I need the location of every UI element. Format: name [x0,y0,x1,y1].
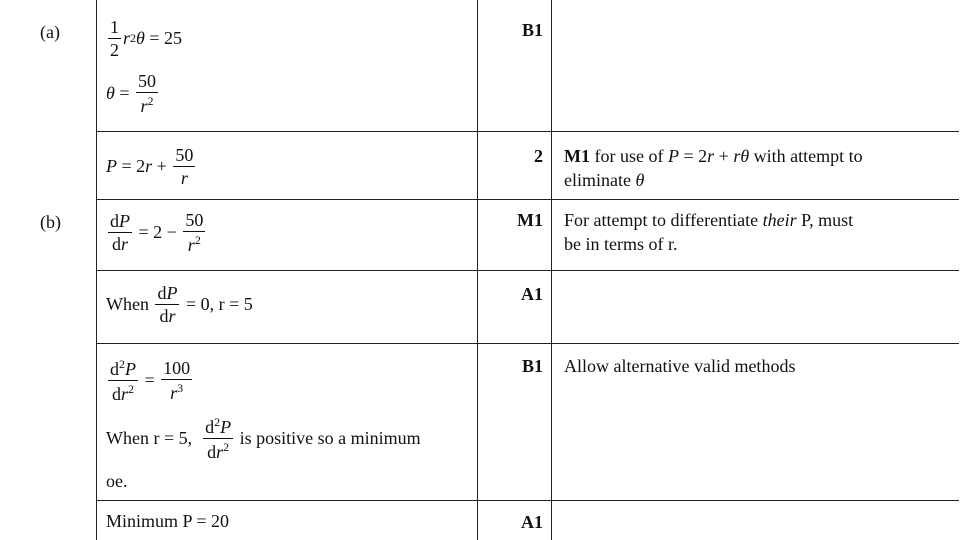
row-divider [96,270,959,271]
theta-numerator: 50 [138,71,156,91]
note-m1-a: M1 for use of P = 2r + rθ with attempt to eliminate θ [564,146,863,190]
oe-label: oe. [106,471,128,491]
sector-area-equation: $\frac{1}{2}$ r 2 θ = 25 [110,17,183,60]
p-constant: 2 [136,156,146,176]
second-derivative-equation: $\frac{d^2P}{dr^2}$ = $\frac{100}{r^3}$ [110,357,191,404]
mark-a1-final: A1 [521,512,543,532]
mark-a1-b: A1 [521,284,543,304]
theta-equation: θ = $\frac{50}{r^2}$ [106,71,156,116]
d2p-fraction: $\frac{100}{r^3}$ [163,358,191,403]
stationary-value: = 0, r = 5 [185,294,253,314]
dp-dr-fraction-2: $\frac{dP}{dr}$ [157,283,178,326]
mark-total-a: 2 [534,146,543,166]
note-m1-b-their: their [762,210,797,230]
perimeter-equation: P = 2 r + $\frac{50}{r}$ [106,145,194,188]
minimum-test-statement [106,416,421,461]
when-label: When [106,294,149,314]
dp-dr-fraction: $\frac{dP}{dr}$ [110,211,130,254]
p-numerator: 50 [175,145,194,165]
dp-fraction: $\frac{50}{r^2}$ [185,210,204,255]
note-m1-b-line1-end: P, must [801,210,854,230]
dp-numerator: 50 [185,210,204,230]
fraction-half: $\frac{1}{2}$ [110,17,119,60]
p-fraction: $\frac{50}{r}$ [175,145,194,188]
note-m1-a-text: for use of [594,146,664,166]
d2p-numerator: 100 [163,358,191,378]
row-divider [96,343,959,344]
mark-b1-a: B1 [521,20,543,40]
mark-b1-b: B1 [521,356,543,376]
d2p-dr2-fraction: $\frac{d^2P}{dr^2}$ [110,357,136,404]
note-m1-b [564,208,944,256]
note-m1-a-text2: with attempt to [753,146,863,166]
note-m1-b-line2: be in terms of r. [564,234,678,254]
part-label-b: (b) [40,212,61,232]
mark-m1-b: M1 [517,210,543,230]
note-b1-b: Allow alternative valid methods [564,356,796,376]
note-m1-a-line2: eliminate [564,170,631,190]
dp-constant: 2 [153,222,163,242]
theta-fraction: $\frac{50}{r^2}$ [138,71,156,116]
part-label-a: (a) [40,22,60,42]
row-divider [96,131,959,132]
derivative-equation: $\frac{dP}{dr}$ = 2 − $\frac{50}{r^2}$ [110,210,204,255]
when-r5: When r = 5, [106,428,193,448]
sector-area-value: 25 [164,28,183,48]
row-divider [96,500,959,501]
note-m1-b-line1: For attempt to differentiate [564,210,759,230]
d2p-dr2-fraction-2: $\frac{d^2P}{dr^2}$ [205,415,232,462]
row-divider [96,199,959,200]
positive-text: is positive so a minimum [239,428,421,448]
minimum-p-result: Minimum P = 20 [106,511,230,531]
note-m1-a-prefix: M1 [564,146,590,166]
stationary-point-statement [106,284,253,325]
